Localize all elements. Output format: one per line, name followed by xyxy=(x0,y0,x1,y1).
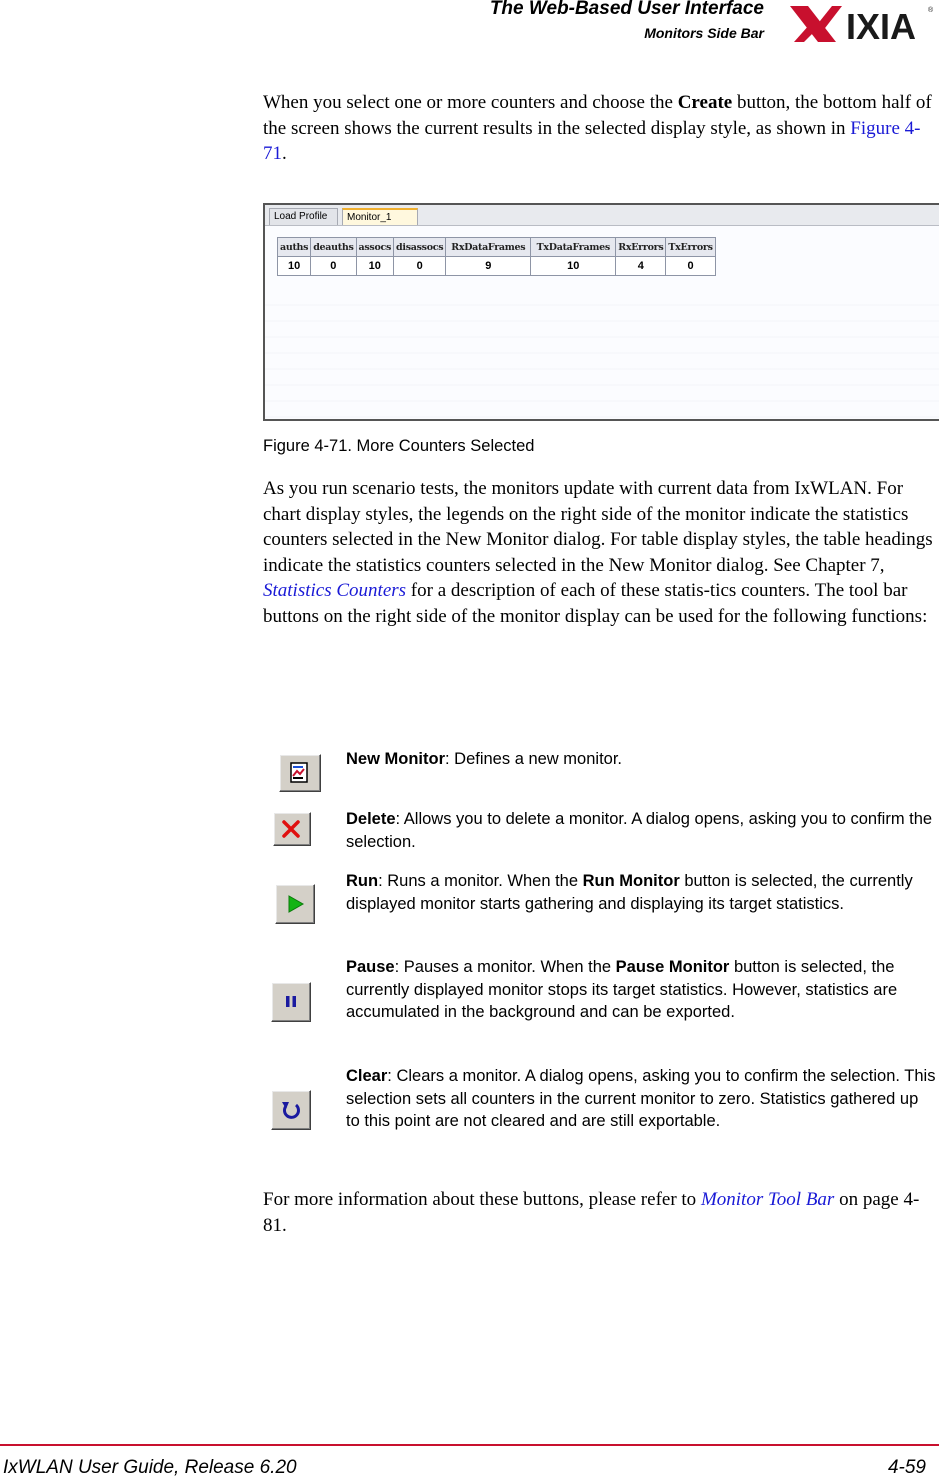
footer-page-number: 4-59 xyxy=(887,1457,926,1478)
table-cell: 10 xyxy=(356,257,394,276)
pause-icon[interactable] xyxy=(271,982,311,1022)
figure-link[interactable]: Figure 4-71 xyxy=(263,117,921,164)
more-info-paragraph: For more information about these buttons, please refer to Monitor Tool Bar on page 4-81. xyxy=(263,1189,920,1236)
table-cell: 9 xyxy=(446,257,531,276)
tab-monitor-1[interactable]: Monitor_1 xyxy=(342,208,418,225)
monitor-tabstrip xyxy=(265,205,939,226)
refresh-icon[interactable] xyxy=(271,1090,311,1130)
column-header: disassocs xyxy=(394,238,446,257)
column-header: TxDataFrames xyxy=(531,238,616,257)
table-cell: 4 xyxy=(616,257,666,276)
monitor-tool-bar-link[interactable]: Monitor Tool Bar xyxy=(700,1189,835,1210)
empty-monitor-area xyxy=(265,290,939,419)
table-cell: 0 xyxy=(666,257,715,276)
column-header: RxDataFrames xyxy=(446,238,531,257)
column-header: auths xyxy=(278,238,311,257)
header-subtitle: Monitors Side Bar xyxy=(644,25,764,41)
column-header: deauths xyxy=(311,238,356,257)
column-header: assocs xyxy=(356,238,394,257)
statistics-table xyxy=(277,237,716,276)
intro-paragraph: When you select one or more counters and choose the Create button, the bottom half of the screen shows the current results in the selected display style, as shown in Figure 4-71. xyxy=(263,92,932,164)
new-monitor-description: New Monitor: Defines a new monitor. xyxy=(346,750,623,768)
column-header: TxErrors xyxy=(666,238,715,257)
monitor-description-paragraph: As you run scenario tests, the monitors update with current data from IxWLAN. For chart display styles, the legends on the right side of the monitor indicate the statistics counters selected in the New Monitor dialog. For table display styles, the table headings indicate the statistics counters selected in the New Monitor dialog. See Chapter 7, Statistics Counters for a description of each of these statis-tics counters. The tool bar buttons on the right side of the monitor display can be used for the following functions: xyxy=(263,478,933,627)
play-icon[interactable] xyxy=(275,884,315,924)
delete-x-icon[interactable] xyxy=(273,812,311,846)
clear-description: Clear: Clears a monitor. A dialog opens, asking you to confirm the selection. This selection sets all counters in the current monitor to zero. Statistics gathered up to this point are not cleared and are still exportable. xyxy=(346,1067,936,1130)
logo-x-mark xyxy=(790,6,842,42)
monitor-screenshot xyxy=(263,203,939,421)
figure-caption: Figure 4-71. More Counters Selected xyxy=(263,437,535,455)
table-cell: 0 xyxy=(311,257,356,276)
table-cell: 10 xyxy=(278,257,311,276)
statistics-counters-link[interactable]: Statistics Counters xyxy=(263,580,407,601)
table-cell: 0 xyxy=(394,257,446,276)
table-header-row xyxy=(278,238,716,257)
logo-wordmark: IXIA xyxy=(846,6,917,46)
footer-guide-title: IxWLAN User Guide, Release 6.20 xyxy=(3,1457,297,1478)
table-cell: 10 xyxy=(531,257,616,276)
new-monitor-icon[interactable] xyxy=(279,754,321,792)
header-title: The Web-Based User Interface xyxy=(489,0,764,19)
svg-text:®: ® xyxy=(928,7,934,14)
footer-divider xyxy=(0,1444,939,1446)
tab-load-profile[interactable]: Load Profile xyxy=(269,208,338,225)
run-description: Run: Runs a monitor. When the Run Monitor button is selected, the currently displayed monitor starts gathering and displaying its target statistics. xyxy=(346,872,913,913)
delete-description: Delete: Allows you to delete a monitor. A dialog opens, asking you to confirm the selection. xyxy=(346,810,933,851)
table-row xyxy=(278,257,716,276)
pause-description: Pause: Pauses a monitor. When the Pause Monitor button is selected, the currently displayed monitor stops its target statistics. However, statistics are accumulated in the background and can be exported. xyxy=(346,958,898,1021)
column-header: RxErrors xyxy=(616,238,666,257)
ixia-logo xyxy=(786,2,936,46)
